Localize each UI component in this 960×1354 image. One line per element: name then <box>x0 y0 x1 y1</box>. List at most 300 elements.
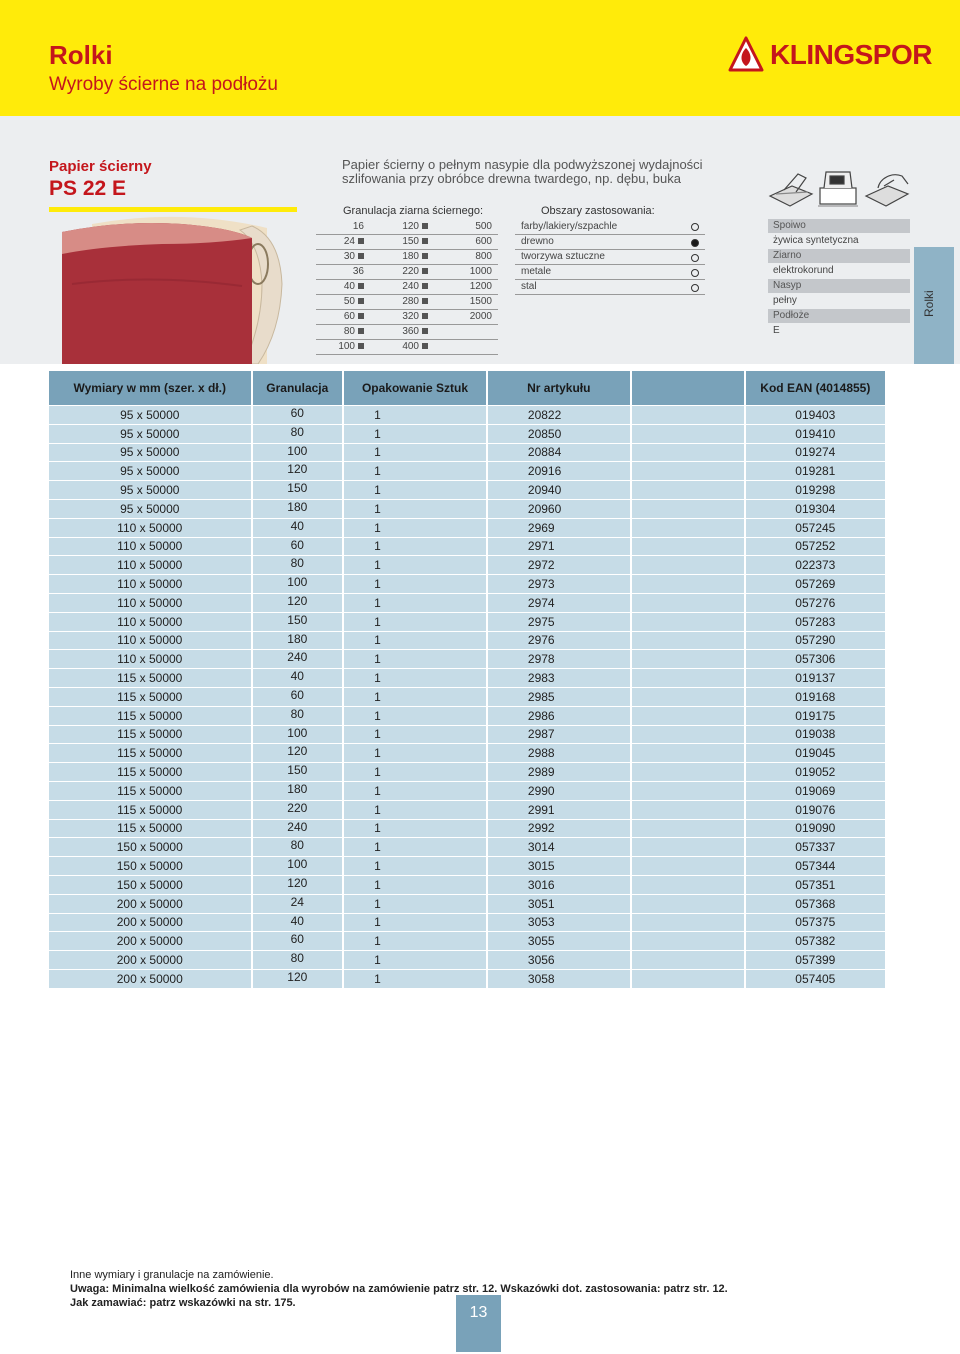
grit-cell: 80 <box>253 425 343 443</box>
blank-cell <box>632 556 744 574</box>
grit-value: 80 <box>343 326 355 337</box>
article-number-cell: 2986 <box>488 707 630 725</box>
page-subtitle: Wyroby ścierne na podłożu <box>49 74 279 95</box>
grit-row <box>316 324 498 339</box>
ean-cell: 057337 <box>746 838 885 856</box>
ean-cell: 057368 <box>746 895 885 913</box>
article-number-cell: 3055 <box>488 932 630 950</box>
ean-cell: 019281 <box>746 462 885 480</box>
packaging-cell: 1 <box>344 932 486 950</box>
article-number-cell: 2972 <box>488 556 630 574</box>
article-number-cell: 2988 <box>488 744 630 762</box>
article-number-cell: 2985 <box>488 688 630 706</box>
blank-cell <box>632 726 744 744</box>
product-roll-image <box>62 214 288 364</box>
grit-marker-icon <box>422 343 428 349</box>
ean-cell: 019410 <box>746 425 885 443</box>
packaging-cell: 1 <box>344 575 486 593</box>
dimension-cell: 200 x 50000 <box>49 914 251 932</box>
packaging-cell: 1 <box>344 481 486 499</box>
article-number-cell: 2973 <box>488 575 630 593</box>
grit-cell <box>434 339 498 354</box>
grit-cell <box>434 219 498 234</box>
article-number-cell: 2971 <box>488 538 630 556</box>
table-row <box>49 820 885 838</box>
application-table <box>515 219 705 295</box>
grit-value: 220 <box>402 266 419 277</box>
article-number-cell: 3015 <box>488 857 630 875</box>
suitable-circle-icon <box>691 269 699 277</box>
blank-cell <box>632 500 744 518</box>
blank-cell <box>632 838 744 856</box>
ean-cell: 057306 <box>746 650 885 668</box>
packaging-cell: 1 <box>344 951 486 969</box>
header-dimensions: Wymiary w mm (szer. x dł.) <box>49 371 251 405</box>
grit-value: 180 <box>402 251 419 262</box>
grit-value: 150 <box>402 236 419 247</box>
dimension-cell: 110 x 50000 <box>49 538 251 556</box>
suitable-circle-icon <box>691 284 699 292</box>
spec-label: Ziarno <box>768 249 910 263</box>
packaging-cell: 1 <box>344 744 486 762</box>
packaging-cell: 1 <box>344 425 486 443</box>
page-number: 13 <box>469 1304 488 1321</box>
dimension-cell: 115 x 50000 <box>49 820 251 838</box>
dimension-cell: 95 x 50000 <box>49 444 251 462</box>
packaging-cell: 1 <box>344 500 486 518</box>
suitable-circle-icon <box>691 254 699 262</box>
dimension-cell: 200 x 50000 <box>49 951 251 969</box>
page-header <box>0 0 960 116</box>
table-row <box>49 801 885 819</box>
blank-cell <box>632 801 744 819</box>
packaging-cell: 1 <box>344 707 486 725</box>
grit-cell: 150 <box>253 613 343 631</box>
application-label: drewno <box>521 236 554 247</box>
blank-cell <box>632 481 744 499</box>
grit-marker-icon <box>422 238 428 244</box>
dimension-cell: 115 x 50000 <box>49 669 251 687</box>
packaging-cell: 1 <box>344 726 486 744</box>
grit-cell: 180 <box>253 500 343 518</box>
ean-cell: 019403 <box>746 406 885 424</box>
ean-cell: 057252 <box>746 538 885 556</box>
grit-marker-icon <box>422 283 428 289</box>
blank-cell <box>632 876 744 894</box>
product-description: Papier ścierny o pełnym nasypie dla podwyższonej wydajności szlifowania przy obróbce drewna twardego, np. dębu, buka <box>342 157 703 186</box>
blank-cell <box>632 406 744 424</box>
table-header-row <box>49 371 885 405</box>
grit-cell <box>370 264 434 279</box>
spec-label: Spoiwo <box>768 219 910 233</box>
table-row <box>49 406 885 424</box>
packaging-cell: 1 <box>344 519 486 537</box>
article-number-cell: 3053 <box>488 914 630 932</box>
header-blank <box>632 371 744 405</box>
application-cell <box>515 219 705 234</box>
grit-cell <box>316 219 370 234</box>
grit-row <box>316 339 498 354</box>
grit-cell <box>434 279 498 294</box>
dimension-cell: 115 x 50000 <box>49 763 251 781</box>
grit-marker-icon <box>358 253 364 259</box>
dimension-cell: 150 x 50000 <box>49 857 251 875</box>
grit-cell: 120 <box>253 970 343 988</box>
packaging-cell: 1 <box>344 801 486 819</box>
grit-cell <box>316 279 370 294</box>
grit-cell <box>316 309 370 324</box>
article-number-cell: 20960 <box>488 500 630 518</box>
grit-row <box>316 264 498 279</box>
spec-value: elektrokorund <box>773 265 834 276</box>
table-row <box>49 857 885 875</box>
grit-cell <box>370 234 434 249</box>
spec-value: E <box>773 325 780 336</box>
application-label: farby/lakiery/szpachle <box>521 220 618 232</box>
grit-value: 24 <box>343 236 355 247</box>
sanding-block-icon <box>866 175 908 206</box>
article-number-cell: 2983 <box>488 669 630 687</box>
grit-cell <box>370 249 434 264</box>
spec-value: pełny <box>773 295 797 306</box>
spec-label: Podłoże <box>768 309 910 323</box>
table-row <box>49 425 885 443</box>
grit-cell <box>316 339 370 354</box>
grit-cell <box>370 339 434 354</box>
grit-marker-icon <box>422 313 428 319</box>
table-row <box>49 444 885 462</box>
table-row <box>49 632 885 650</box>
blank-cell <box>632 669 744 687</box>
packaging-cell: 1 <box>344 763 486 781</box>
dimension-cell: 110 x 50000 <box>49 594 251 612</box>
dimension-cell: 110 x 50000 <box>49 650 251 668</box>
suitable-circle-icon <box>691 223 699 231</box>
grit-cell: 80 <box>253 838 343 856</box>
article-number-cell: 20884 <box>488 444 630 462</box>
spec-label: Nasyp <box>768 279 910 293</box>
specification-list <box>768 219 910 339</box>
accent-bar <box>49 207 297 212</box>
packaging-cell: 1 <box>344 669 486 687</box>
packaging-cell: 1 <box>344 406 486 424</box>
side-tab-label: Rolki <box>922 290 936 317</box>
table-row <box>49 669 885 687</box>
blank-cell <box>632 782 744 800</box>
dimension-cell: 110 x 50000 <box>49 519 251 537</box>
brand-logo <box>728 36 932 74</box>
ean-cell: 057351 <box>746 876 885 894</box>
ean-cell: 019038 <box>746 726 885 744</box>
application-row <box>515 279 705 294</box>
ean-cell: 057245 <box>746 519 885 537</box>
packaging-cell: 1 <box>344 594 486 612</box>
grit-marker-icon <box>422 223 428 229</box>
dimension-cell: 150 x 50000 <box>49 838 251 856</box>
ean-cell: 057290 <box>746 632 885 650</box>
table-row <box>49 895 885 913</box>
table-row <box>49 744 885 762</box>
grit-cell: 180 <box>253 632 343 650</box>
dimension-cell: 110 x 50000 <box>49 632 251 650</box>
product-table <box>47 370 887 989</box>
packaging-cell: 1 <box>344 970 486 988</box>
grit-cell: 100 <box>253 857 343 875</box>
grit-marker-icon <box>358 238 364 244</box>
grit-value: 1200 <box>469 281 492 292</box>
dimension-cell: 200 x 50000 <box>49 970 251 988</box>
dimension-cell: 115 x 50000 <box>49 744 251 762</box>
grit-cell <box>434 324 498 339</box>
blank-cell <box>632 613 744 631</box>
grit-value: 100 <box>338 341 355 352</box>
grit-marker-icon <box>358 328 364 334</box>
recommended-dot-icon <box>691 239 699 247</box>
table-row <box>49 575 885 593</box>
packaging-cell: 1 <box>344 857 486 875</box>
grit-cell: 60 <box>253 406 343 424</box>
blank-cell <box>632 688 744 706</box>
grit-value: 360 <box>402 326 419 337</box>
grit-cell <box>434 294 498 309</box>
ean-cell: 019298 <box>746 481 885 499</box>
blank-cell <box>632 632 744 650</box>
orbital-sander-icon <box>818 172 858 206</box>
article-number-cell: 3058 <box>488 970 630 988</box>
grit-value: 1500 <box>469 296 492 307</box>
grit-cell <box>370 309 434 324</box>
article-number-cell: 3056 <box>488 951 630 969</box>
footer-note-2: Uwaga: Minimalna wielkość zamówienia dla wyrobów na zamówienie patrz str. 12. Wskazówki dot. zastosowania: patrz str. 12. <box>70 1283 728 1295</box>
grit-row <box>316 279 498 294</box>
packaging-cell: 1 <box>344 444 486 462</box>
grit-row <box>316 234 498 249</box>
spec-value: żywica syntetyczna <box>773 235 859 246</box>
blank-cell <box>632 744 744 762</box>
grit-marker-icon <box>358 298 364 304</box>
grit-cell: 40 <box>253 519 343 537</box>
ean-cell: 057269 <box>746 575 885 593</box>
page-number-box <box>456 1295 501 1352</box>
grit-marker-icon <box>422 328 428 334</box>
product-name: PS 22 E <box>49 177 127 200</box>
product-label <box>49 158 152 201</box>
table-row <box>49 970 885 988</box>
blank-cell <box>632 575 744 593</box>
hand-sanding-icon <box>770 174 812 206</box>
packaging-cell: 1 <box>344 838 486 856</box>
ean-cell: 019168 <box>746 688 885 706</box>
blank-cell <box>632 914 744 932</box>
blank-cell <box>632 857 744 875</box>
grit-cell <box>370 279 434 294</box>
grit-marker-icon <box>422 268 428 274</box>
grit-row <box>316 219 498 234</box>
table-row <box>49 726 885 744</box>
klingspor-logo-icon <box>728 36 764 74</box>
grit-row <box>316 294 498 309</box>
blank-cell <box>632 444 744 462</box>
dimension-cell: 95 x 50000 <box>49 500 251 518</box>
dimension-cell: 200 x 50000 <box>49 895 251 913</box>
article-number-cell: 2976 <box>488 632 630 650</box>
application-cell <box>515 264 705 279</box>
blank-cell <box>632 763 744 781</box>
table-row <box>49 650 885 668</box>
article-number-cell: 2990 <box>488 782 630 800</box>
application-row <box>515 264 705 279</box>
grit-cell: 240 <box>253 820 343 838</box>
grit-cell <box>370 324 434 339</box>
application-table-header: Obszary zastosowania: <box>541 205 655 217</box>
grit-cell: 80 <box>253 951 343 969</box>
blank-cell <box>632 820 744 838</box>
ean-cell: 022373 <box>746 556 885 574</box>
grit-cell <box>370 294 434 309</box>
grit-cell: 100 <box>253 726 343 744</box>
blank-cell <box>632 970 744 988</box>
dimension-cell: 95 x 50000 <box>49 462 251 480</box>
side-tab[interactable] <box>914 247 954 364</box>
grit-cell: 100 <box>253 444 343 462</box>
article-number-cell: 2969 <box>488 519 630 537</box>
grit-value: 2000 <box>469 311 492 322</box>
application-label: tworzywa sztuczne <box>521 251 605 262</box>
ean-cell: 057375 <box>746 914 885 932</box>
blank-cell <box>632 707 744 725</box>
header-packaging: Opakowanie Sztuk <box>344 371 486 405</box>
grit-value: 800 <box>475 251 492 262</box>
article-number-cell: 2989 <box>488 763 630 781</box>
article-number-cell: 20916 <box>488 462 630 480</box>
ean-cell: 019045 <box>746 744 885 762</box>
grit-table <box>316 219 498 355</box>
grit-cell: 60 <box>253 932 343 950</box>
application-cell <box>515 279 705 294</box>
grit-cell <box>316 294 370 309</box>
dimension-cell: 150 x 50000 <box>49 876 251 894</box>
dimension-cell: 110 x 50000 <box>49 613 251 631</box>
packaging-cell: 1 <box>344 632 486 650</box>
grit-marker-icon <box>358 283 364 289</box>
table-row <box>49 500 885 518</box>
grit-value: 240 <box>402 281 419 292</box>
dimension-cell: 115 x 50000 <box>49 782 251 800</box>
header-article-number: Nr artykułu <box>488 371 630 405</box>
blank-cell <box>632 650 744 668</box>
ean-cell: 019052 <box>746 763 885 781</box>
grit-cell: 60 <box>253 538 343 556</box>
table-row <box>49 556 885 574</box>
grit-marker-icon <box>358 313 364 319</box>
application-label: metale <box>521 266 552 277</box>
table-row <box>49 519 885 537</box>
dimension-cell: 110 x 50000 <box>49 556 251 574</box>
packaging-cell: 1 <box>344 538 486 556</box>
ean-cell: 057399 <box>746 951 885 969</box>
grit-value: 50 <box>343 296 355 307</box>
ean-cell: 057276 <box>746 594 885 612</box>
application-row <box>515 249 705 264</box>
application-label: stal <box>521 281 537 292</box>
dimension-cell: 110 x 50000 <box>49 575 251 593</box>
ean-cell: 019090 <box>746 820 885 838</box>
table-row <box>49 613 885 631</box>
grit-cell: 240 <box>253 650 343 668</box>
grit-cell: 150 <box>253 763 343 781</box>
grit-cell <box>316 264 370 279</box>
footer-note-1: Inne wymiary i granulacje na zamówienie. <box>70 1269 274 1281</box>
blank-cell <box>632 951 744 969</box>
grit-value: 60 <box>343 311 355 322</box>
grit-cell: 150 <box>253 481 343 499</box>
footer-note-3: Jak zamawiać: patrz wskazówki na str. 175. <box>70 1297 296 1309</box>
article-number-cell: 2992 <box>488 820 630 838</box>
header-ean: Kod EAN (4014855) <box>746 371 885 405</box>
article-number-cell: 2974 <box>488 594 630 612</box>
grit-value: 400 <box>402 341 419 352</box>
product-category: Papier ścierny <box>49 158 152 175</box>
grit-marker-icon <box>358 343 364 349</box>
grit-cell: 24 <box>253 895 343 913</box>
packaging-cell: 1 <box>344 876 486 894</box>
grit-value: 30 <box>343 251 355 262</box>
header-grit: Granulacja <box>253 371 343 405</box>
article-number-cell: 3016 <box>488 876 630 894</box>
application-row <box>515 234 705 249</box>
article-number-cell: 2991 <box>488 801 630 819</box>
packaging-cell: 1 <box>344 914 486 932</box>
grit-cell <box>316 324 370 339</box>
table-row <box>49 951 885 969</box>
ean-cell: 019175 <box>746 707 885 725</box>
grit-cell: 60 <box>253 688 343 706</box>
application-cell <box>515 249 705 264</box>
table-row <box>49 876 885 894</box>
ean-cell: 019274 <box>746 444 885 462</box>
packaging-cell: 1 <box>344 650 486 668</box>
grit-cell: 120 <box>253 876 343 894</box>
application-row <box>515 219 705 234</box>
grit-cell <box>434 234 498 249</box>
grit-value: 320 <box>402 311 419 322</box>
grit-value: 280 <box>402 296 419 307</box>
blank-cell <box>632 594 744 612</box>
table-row <box>49 538 885 556</box>
grit-cell <box>434 264 498 279</box>
packaging-cell: 1 <box>344 820 486 838</box>
table-row <box>49 838 885 856</box>
grit-row <box>316 309 498 324</box>
table-row <box>49 688 885 706</box>
article-number-cell: 20822 <box>488 406 630 424</box>
packaging-cell: 1 <box>344 782 486 800</box>
grit-marker-icon <box>422 298 428 304</box>
packaging-cell: 1 <box>344 688 486 706</box>
grit-value: 1000 <box>469 266 492 277</box>
packaging-cell: 1 <box>344 462 486 480</box>
grit-cell: 100 <box>253 575 343 593</box>
grit-value: 36 <box>352 266 364 277</box>
ean-cell: 057283 <box>746 613 885 631</box>
grit-cell <box>434 249 498 264</box>
table-row <box>49 481 885 499</box>
grit-row <box>316 249 498 264</box>
dimension-cell: 95 x 50000 <box>49 406 251 424</box>
article-number-cell: 3051 <box>488 895 630 913</box>
grit-value: 40 <box>343 281 355 292</box>
packaging-cell: 1 <box>344 613 486 631</box>
